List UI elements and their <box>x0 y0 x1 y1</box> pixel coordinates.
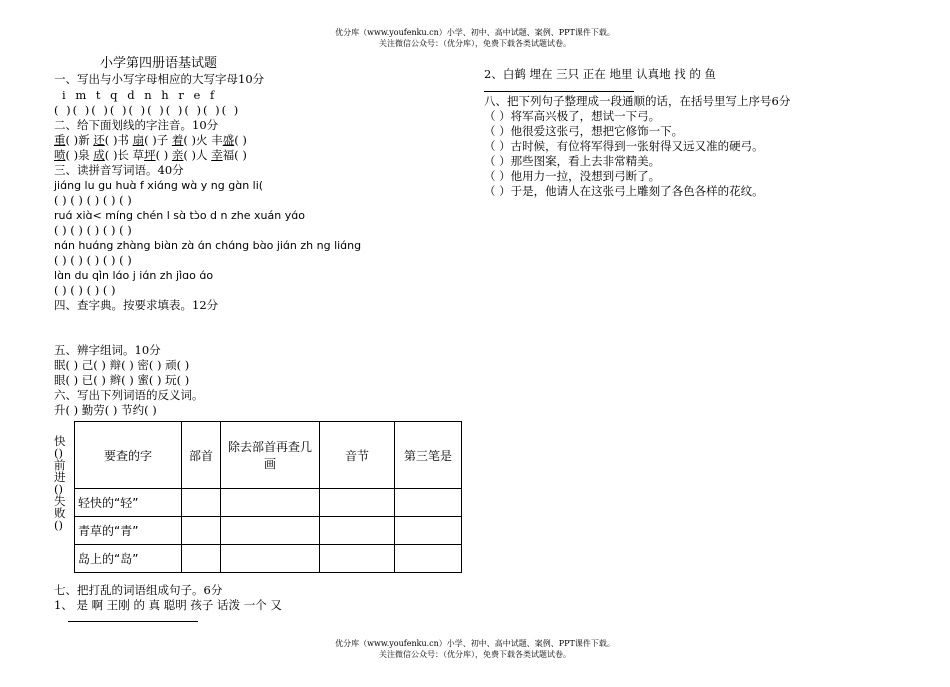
table-cell-blank[interactable] <box>221 489 320 517</box>
s3-pinyin-2: ruɑ́ xiɑ̀< míng chén l sɑ̀ tɔ̀o d n zhe xuán yɑ́o <box>54 209 305 222</box>
s1-heading: 一、写出与小写字母相应的大写字母10分 <box>54 72 265 86</box>
s3-blanks-4: ( ) ( ) ( ) ( ) <box>54 283 116 297</box>
s2-text: 福( ) <box>222 148 247 162</box>
header-line-2: 关注微信公众号：（优分库），免费下载各类试题试卷。 <box>379 39 571 48</box>
s8-item: （ ）他很爱这张弓，想把它修饰一下。 <box>484 124 684 138</box>
s3-blanks-1: ( ) ( ) ( ) ( ) ( ) <box>54 193 132 207</box>
dictionary-table <box>74 421 462 573</box>
s2-char: 亲 <box>171 148 184 162</box>
table-cell-blank[interactable] <box>395 517 462 545</box>
s2-char: 坪 <box>144 148 156 162</box>
s2-char: 盛 <box>222 133 235 147</box>
s2-text: ( )泉 <box>65 148 94 162</box>
table-header-row <box>75 422 462 489</box>
footer-line-1: 优分库（www.youfenku.cn）小学、初中、高中试题、案例、PPT课件下载。 <box>335 639 615 648</box>
table-header-cell: 第三笔是 <box>395 422 462 489</box>
table-header-cell: 要查的字 <box>75 422 182 489</box>
s7-question-2: 2、白鹤 埋在 三只 正在 地里 认真地 找 的 鱼 <box>484 67 717 81</box>
table-cell-blank[interactable] <box>395 545 462 573</box>
s2-char: 重 <box>54 133 66 147</box>
table-cell-blank[interactable] <box>182 489 221 517</box>
s3-pinyin-4: lɑ̀n du qi̇̀n lɑ́o j iɑ́n zh ji̇̀ɑo ɑ́o <box>54 269 214 282</box>
s8-item: （ ）于是，他请人在这张弓上雕刻了各色各样的花纹。 <box>484 184 764 198</box>
page-title: 小学第四册语基试题 <box>100 56 218 71</box>
table-cell-blank[interactable] <box>320 545 395 573</box>
s3-blanks-3: ( ) ( ) ( ) ( ) ( ) <box>54 253 132 267</box>
s2-text: ( )长 草 <box>104 148 145 162</box>
table-row <box>75 545 462 573</box>
header-line-1: 优分库（www.youfenku.cn）小学、初中、高中试题、案例、PPT课件下载。 <box>335 28 615 37</box>
table-header-cell: 部首 <box>182 422 221 489</box>
s6-heading: 六、写出下列词语的反义词。 <box>54 388 204 402</box>
s2-row-2 <box>54 149 247 162</box>
s2-text: ( )人 <box>183 148 212 162</box>
table-cell-blank[interactable] <box>395 489 462 517</box>
s6-row-1: 升( ) 勤劳( ) 节约( ) <box>54 403 157 417</box>
table-cell-word: 岛上的“岛” <box>75 545 182 573</box>
s2-text: ( )书 <box>104 133 133 147</box>
table-cell-blank[interactable] <box>320 517 395 545</box>
footer-line-2: 关注微信公众号：（优分库），免费下载各类试题试卷。 <box>379 650 571 659</box>
s3-heading: 三、读拼音写词语。40分 <box>54 163 184 177</box>
table-cell-blank[interactable] <box>182 545 221 573</box>
table-header-cell: 音节 <box>320 422 395 489</box>
s8-item: （ ）将军高兴极了，想试一下弓。 <box>484 109 661 123</box>
table-cell-blank[interactable] <box>221 545 320 573</box>
s2-char: 还 <box>93 133 105 147</box>
s8-item: （ ）那些图案，看上去非常精美。 <box>484 154 661 168</box>
s2-char: 幸 <box>211 148 223 162</box>
table-row <box>75 517 462 545</box>
s5-heading: 五、辨字组词。10分 <box>54 343 161 357</box>
s2-row-1 <box>54 134 247 147</box>
s1-blanks: ( )( )( )( )( )( )( )( )( )( ) <box>54 103 241 117</box>
s2-char: 喷 <box>54 148 66 162</box>
table-cell-blank[interactable] <box>221 517 320 545</box>
s2-char: 着 <box>171 133 184 147</box>
answer-line <box>68 621 198 622</box>
s2-text: ( )子 <box>144 133 172 147</box>
s3-pinyin-1: jiɑ́ng lu gu huɑ̀ f xiɑ́ng wɑ̀ y ng gɑ̀n li( <box>54 179 264 192</box>
table-cell-word: 轻快的“轻” <box>75 489 182 517</box>
s2-text: ( )新 <box>65 133 94 147</box>
s5-row-1: 眠( ) 己( ) 辩( ) 密( ) 顽( ) <box>54 358 190 372</box>
s6-vertical-antonyms: 快()前进()失败() <box>54 434 66 532</box>
s3-blanks-2: ( ) ( ) ( ) ( ) ( ) <box>54 223 132 237</box>
s2-char: 成 <box>93 148 105 162</box>
s7-question-1: 1、 是 啊 王刚 的 真 聪明 孩子 话泼 一个 又 <box>54 598 282 612</box>
s2-text: ( )火 丰 <box>183 133 223 147</box>
table-cell-blank[interactable] <box>182 517 221 545</box>
s2-text: ( ) <box>155 148 172 162</box>
answer-line <box>484 91 634 92</box>
table-row <box>75 489 462 517</box>
table-header-cell: 除去部首再查几画 <box>221 422 320 489</box>
s2-char: 扇 <box>132 133 145 147</box>
s5-row-2: 眼( ) 已( ) 辫( ) 蜜( ) 玩( ) <box>54 373 190 387</box>
s2-heading: 二、给下面划线的字注音。10分 <box>54 118 219 132</box>
s2-text: ( ) <box>234 133 247 147</box>
s8-heading: 八、把下列句子整理成一段通顺的话，在括号里写上序号6分 <box>484 94 791 108</box>
s3-pinyin-3: nɑ́n huɑ́ng zhɑ̀ng biɑ̀n zɑ̀ ɑ́n chɑ́ng bɑ̀o jiɑ́n zh ng liɑ́ng <box>54 239 362 252</box>
s1-letters: i m t q d n h r e f <box>62 88 218 102</box>
s4-heading: 四、查字典。按要求填表。12分 <box>54 298 219 312</box>
table-cell-word: 青草的“青” <box>75 517 182 545</box>
s8-item: （ ）古时候，有位将军得到一张射得又远又准的硬弓。 <box>484 139 764 153</box>
s8-item: （ ）他用力一拉，没想到弓断了。 <box>484 169 661 183</box>
s7-heading: 七、把打乱的词语组成句子。6分 <box>54 583 223 597</box>
table-cell-blank[interactable] <box>320 489 395 517</box>
